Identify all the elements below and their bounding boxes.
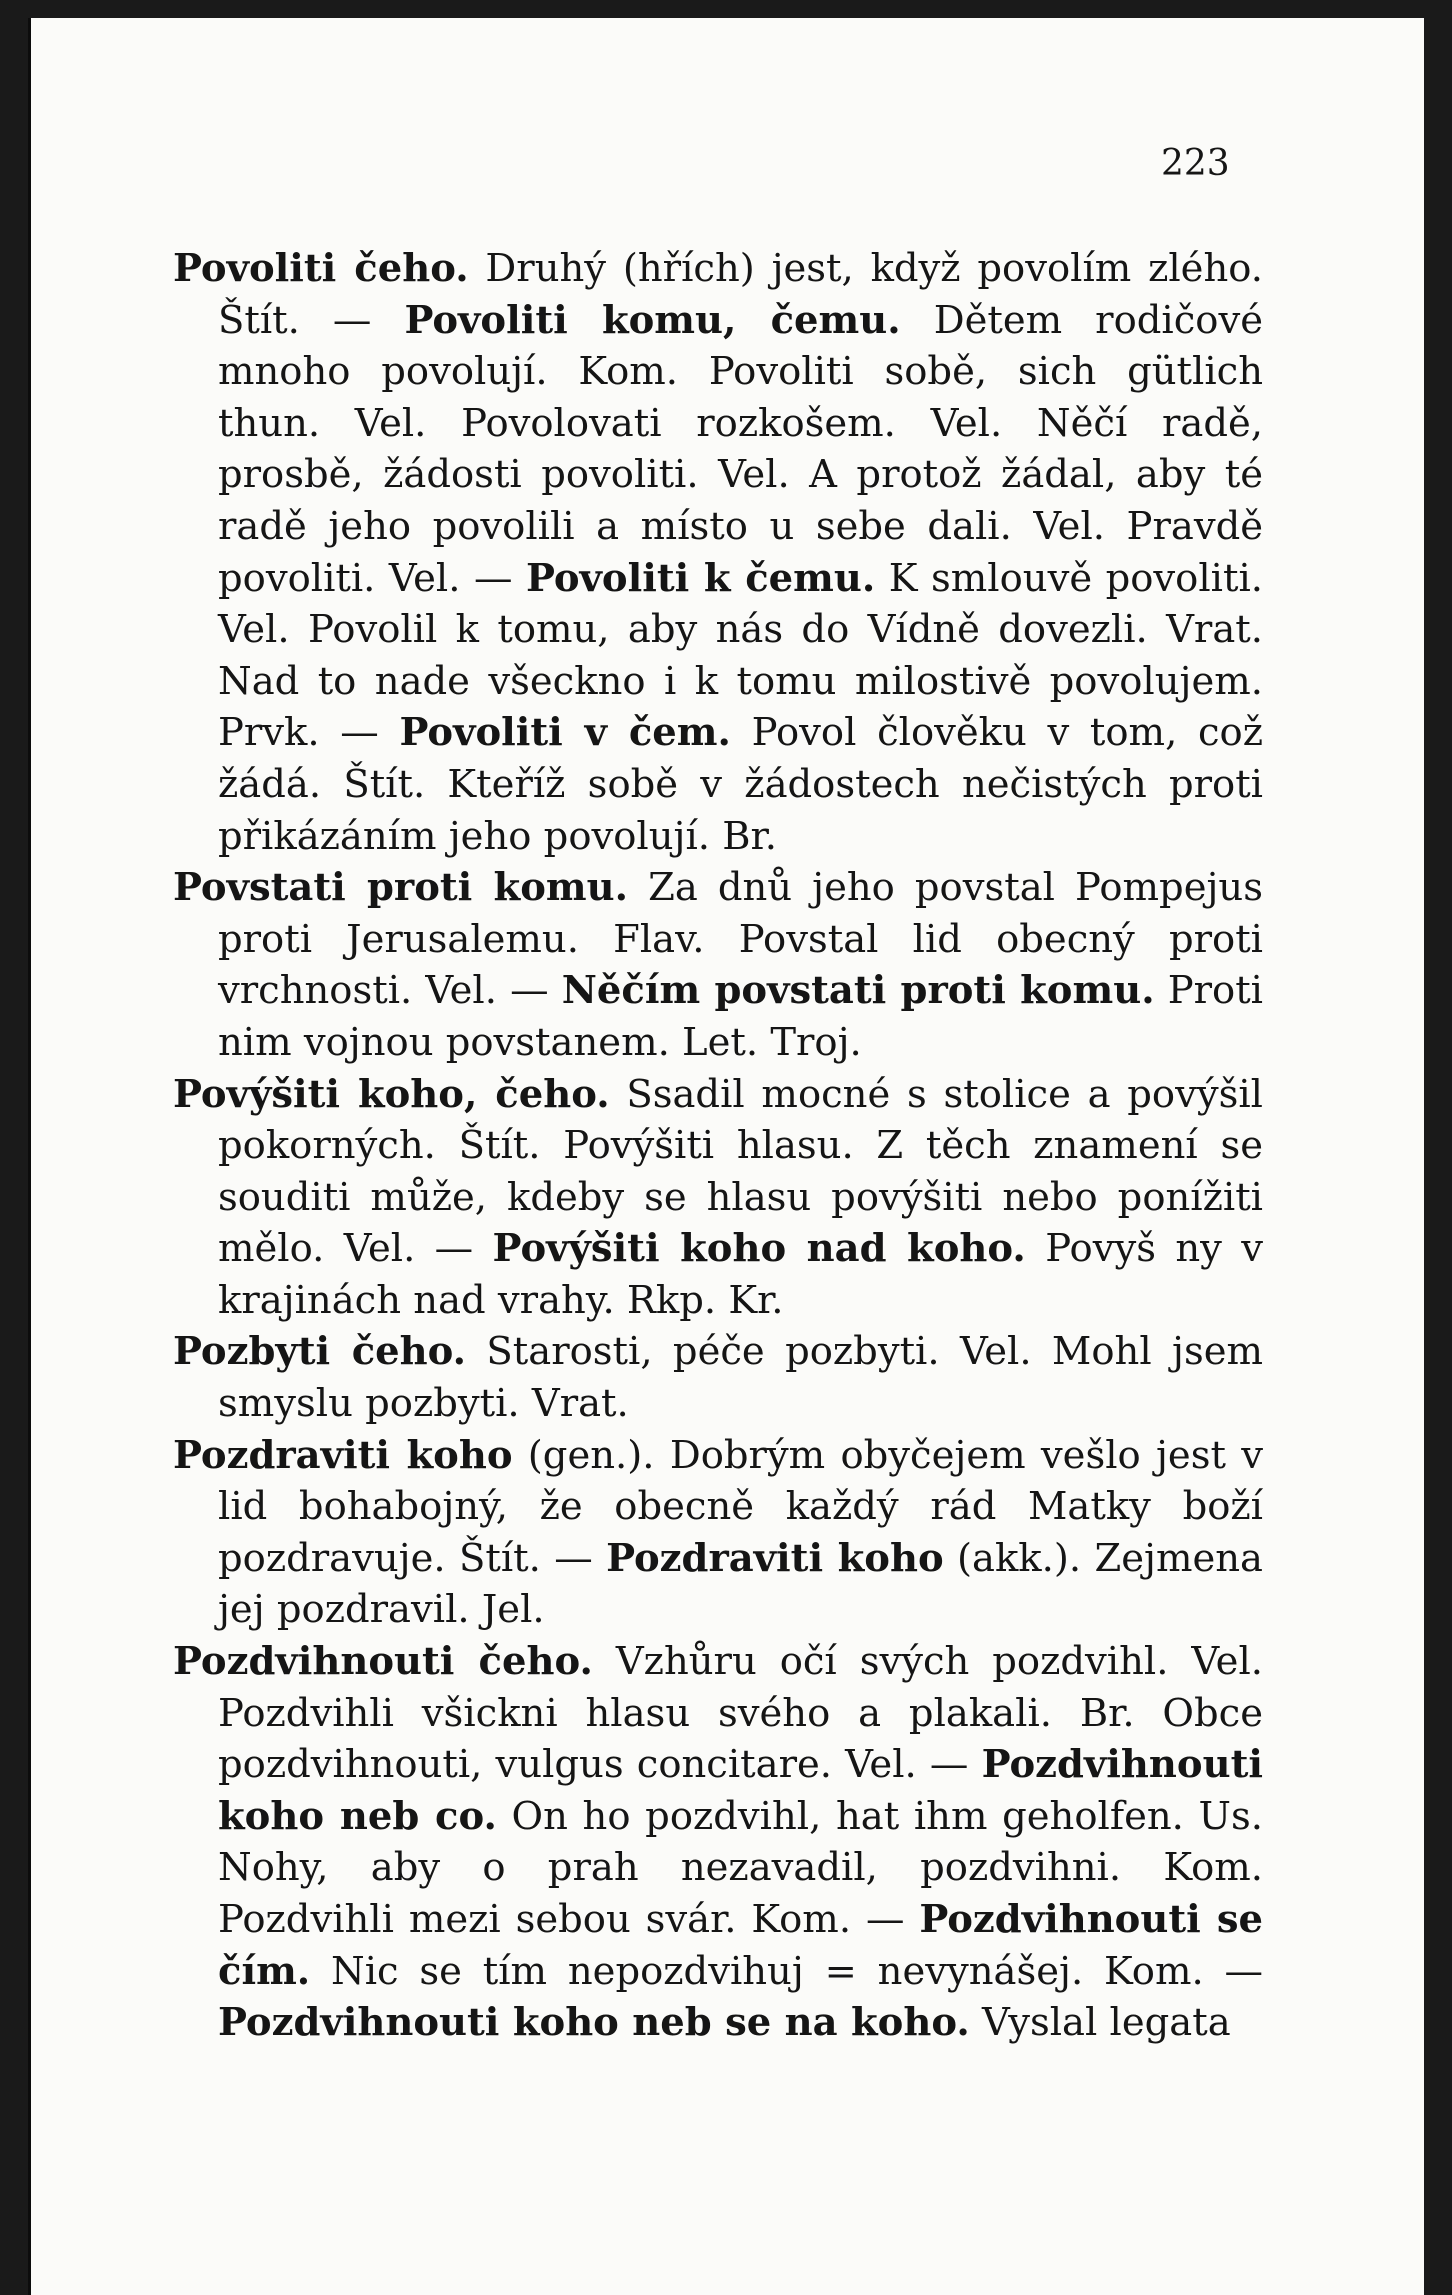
- entry-text: Povol člověku v tom, což žádá. Štít. Kteříž sobě v žádostech nečistých proti přikázáním jeho povolují. Br.: [218, 710, 1264, 859]
- entry-text: On ho pozdvihl, hat ihm geholfen. Us. Nohy, aby o prah nezavadil, pozdvihni. Kom. Pozdvihli mezi sebou svár. Kom. —: [218, 1793, 1263, 1942]
- entry-text: (akk.). Zejmena jej pozdravil. Jel.: [218, 1535, 1263, 1633]
- entry-headword: Povýšiti koho nad koho.: [492, 1226, 1026, 1272]
- entry-headword: Pozdraviti koho: [606, 1535, 944, 1581]
- page-number: 223: [1161, 143, 1230, 184]
- entry-headword: Něčím povstati proti komu.: [561, 968, 1155, 1014]
- dictionary-entry: [173, 1430, 1263, 1636]
- entry-headword: Povoliti čeho.: [173, 246, 469, 291]
- dictionary-entry: [173, 1326, 1263, 1429]
- entry-headword: Pozdvihnouti koho neb co.: [218, 1742, 1263, 1839]
- dictionary-entry: [173, 1069, 1263, 1327]
- entry-headword: Pozbyti čeho.: [173, 1329, 467, 1375]
- entry-text: Nic se tím nepozdvihuj = nevynášej. Kom. —: [310, 1948, 1263, 1994]
- entry-text: Druhý (hřích) jest, když povolím zlého. Štít. —: [218, 246, 1263, 343]
- entry-text: Povyš ny v krajinách nad vrahy. Rkp. Kr.: [218, 1226, 1263, 1323]
- dictionary-text: [173, 243, 1263, 2049]
- entry-headword: Pozdvihnouti čeho.: [173, 1639, 593, 1685]
- entry-text: Dětem rodičové mnoho povolují. Kom. Povoliti sobě, sich gütlich thun. Vel. Povolovati rozkošem. Vel. Něčí radě, prosbě, žádosti povoliti. Vel. A protož žádal, aby té radě jeho povolili a místo u sebe dali. Vel. Pravdě povoliti. Vel. —: [218, 297, 1263, 601]
- entry-text: Proti nim vojnou povstanem. Let. Troj.: [218, 968, 1263, 1065]
- dictionary-entry: [173, 1636, 1263, 2049]
- entry-headword: Povstati proti komu.: [173, 865, 629, 911]
- entry-headword: Pozdvihnouti se čím.: [218, 1897, 1263, 1994]
- entry-text: Starosti, péče pozbyti. Vel. Mohl jsem smyslu pozbyti. Vrat.: [218, 1329, 1263, 1427]
- dictionary-entry: [173, 862, 1263, 1068]
- entry-text: Vyslal legata: [969, 2000, 1231, 2046]
- entry-headword: Povoliti komu, čemu.: [404, 297, 901, 343]
- entry-text: (gen.). Dobrým obyčejem vešlo jest v lid bohabojný, že obecně každý rád Matky boží pozdravuje. Štít. —: [218, 1432, 1263, 1581]
- entry-text: K smlouvě povoliti. Vel. Povolil k tomu, aby nás do Vídně dovezli. Vrat. Nad to nade všeckno i k tomu milostivě povolujem. Prvk. —: [218, 555, 1263, 756]
- entry-headword: Pozdvihnouti koho neb se na koho.: [218, 2000, 970, 2046]
- entry-headword: Povýšiti koho, čeho.: [173, 1071, 610, 1117]
- entry-text: Za dnů jeho povstal Pompejus proti Jerusalemu. Flav. Povstal lid obecný proti vrchnosti. Vel. —: [218, 865, 1263, 1014]
- book-page: [28, 18, 1424, 2295]
- dictionary-entry: [173, 243, 1263, 862]
- entry-text: Ssadil mocné s stolice a povýšil pokorných. Štít. Povýšiti hlasu. Z těch znamení se souditi může, kdeby se hlasu povýšiti nebo ponížiti mělo. Vel. —: [218, 1071, 1263, 1272]
- entry-headword: Povoliti v čem.: [399, 710, 731, 756]
- entry-text: Vzhůru očí svých pozdvihl. Vel. Pozdvihli všickni hlasu svého a plakali. Br. Obce pozdvihnouti, vulgus concitare. Vel. —: [218, 1639, 1263, 1788]
- entry-headword: Povoliti k čemu.: [525, 555, 876, 601]
- entry-headword: Pozdraviti koho: [173, 1432, 513, 1478]
